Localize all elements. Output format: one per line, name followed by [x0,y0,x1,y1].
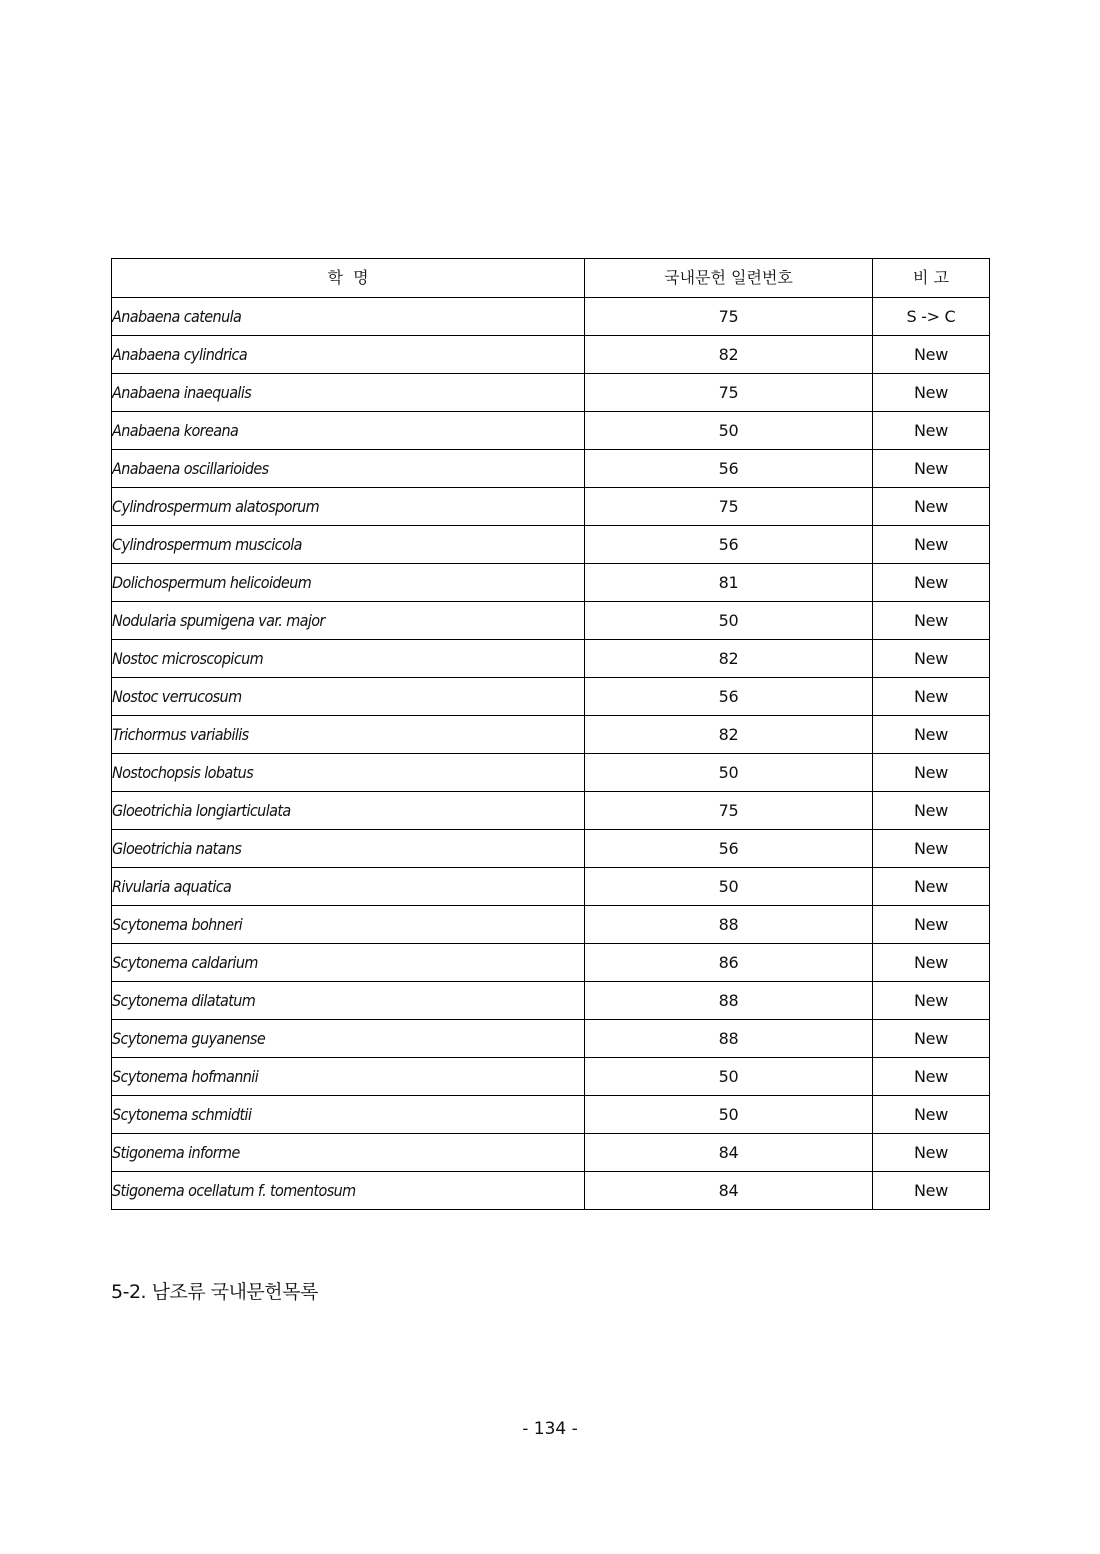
section-heading: 5-2. 남조류 국내문헌목록 [111,1281,318,1303]
table-row [112,640,990,678]
remarks-cell: New [873,1020,990,1058]
table-row [112,868,990,906]
species-name-cell: Anabaena cylindrica [112,336,585,374]
reference-number-cell: 81 [585,564,873,602]
remarks-cell: New [873,412,990,450]
species-name-cell: Scytonema hofmannii [112,1058,585,1096]
reference-number-cell: 75 [585,792,873,830]
species-name-cell: Stigonema ocellatum f. tomentosum [112,1172,585,1210]
species-name-cell: Gloeotrichia longiarticulata [112,792,585,830]
reference-number-cell: 50 [585,754,873,792]
species-name-cell: Anabaena oscillarioides [112,450,585,488]
species-name-cell: Stigonema informe [112,1134,585,1172]
species-name-cell: Anabaena catenula [112,298,585,336]
table-row [112,830,990,868]
reference-number-cell: 75 [585,488,873,526]
remarks-cell: New [873,982,990,1020]
species-name-cell: Gloeotrichia natans [112,830,585,868]
species-table [111,258,990,1210]
reference-number-cell: 50 [585,1058,873,1096]
table-row [112,1134,990,1172]
species-name-cell: Cylindrospermum muscicola [112,526,585,564]
reference-number-cell: 82 [585,336,873,374]
table-row [112,450,990,488]
table-row [112,1058,990,1096]
reference-number-cell: 84 [585,1172,873,1210]
species-name-cell: Scytonema guyanense [112,1020,585,1058]
page-number: - 134 - [522,1419,578,1439]
table-row [112,678,990,716]
remarks-cell: New [873,564,990,602]
table-row [112,564,990,602]
reference-number-cell: 88 [585,906,873,944]
reference-number-cell: 82 [585,640,873,678]
remarks-cell: New [873,1172,990,1210]
species-name-cell: Scytonema schmidtii [112,1096,585,1134]
remarks-cell: New [873,640,990,678]
remarks-cell: New [873,830,990,868]
species-name-cell: Scytonema caldarium [112,944,585,982]
remarks-cell: New [873,716,990,754]
table-row [112,412,990,450]
remarks-cell: New [873,526,990,564]
reference-number-cell: 84 [585,1134,873,1172]
species-name-cell: Dolichospermum helicoideum [112,564,585,602]
reference-number-cell: 88 [585,1020,873,1058]
remarks-cell: S -> C [873,298,990,336]
species-name-cell: Nodularia spumigena var. major [112,602,585,640]
table-row [112,716,990,754]
table-row [112,1096,990,1134]
remarks-cell: New [873,336,990,374]
species-name-cell: Nostochopsis lobatus [112,754,585,792]
remarks-cell: New [873,1096,990,1134]
table-row [112,906,990,944]
reference-number-cell: 75 [585,298,873,336]
reference-number-cell: 56 [585,526,873,564]
table-header-row [112,259,990,298]
species-name-cell: Cylindrospermum alatosporum [112,488,585,526]
species-name-cell: Scytonema dilatatum [112,982,585,1020]
table-row [112,792,990,830]
table-row [112,374,990,412]
header-reference-number: 국내문헌 일련번호 [585,259,873,298]
reference-number-cell: 50 [585,1096,873,1134]
table-row [112,944,990,982]
header-remarks: 비 고 [873,259,990,298]
reference-number-cell: 56 [585,450,873,488]
table-row [112,526,990,564]
table-row [112,602,990,640]
reference-number-cell: 88 [585,982,873,1020]
remarks-cell: New [873,906,990,944]
remarks-cell: New [873,944,990,982]
table-row [112,488,990,526]
species-name-cell: Trichormus variabilis [112,716,585,754]
species-name-cell: Nostoc microscopicum [112,640,585,678]
species-name-cell: Nostoc verrucosum [112,678,585,716]
reference-number-cell: 50 [585,868,873,906]
table-body [112,298,990,1210]
table-row [112,298,990,336]
table-row [112,982,990,1020]
remarks-cell: New [873,1058,990,1096]
remarks-cell: New [873,450,990,488]
table-row [112,1172,990,1210]
remarks-cell: New [873,1134,990,1172]
species-name-cell: Anabaena inaequalis [112,374,585,412]
table-row [112,754,990,792]
remarks-cell: New [873,792,990,830]
remarks-cell: New [873,678,990,716]
reference-number-cell: 50 [585,412,873,450]
reference-number-cell: 86 [585,944,873,982]
reference-number-cell: 50 [585,602,873,640]
reference-number-cell: 82 [585,716,873,754]
remarks-cell: New [873,754,990,792]
table-row [112,1020,990,1058]
reference-number-cell: 56 [585,830,873,868]
species-name-cell: Anabaena koreana [112,412,585,450]
species-name-cell: Rivularia aquatica [112,868,585,906]
header-scientific-name: 학 명 [112,259,585,298]
remarks-cell: New [873,374,990,412]
species-name-cell: Scytonema bohneri [112,906,585,944]
reference-number-cell: 75 [585,374,873,412]
remarks-cell: New [873,602,990,640]
reference-number-cell: 56 [585,678,873,716]
remarks-cell: New [873,868,990,906]
table-row [112,336,990,374]
remarks-cell: New [873,488,990,526]
